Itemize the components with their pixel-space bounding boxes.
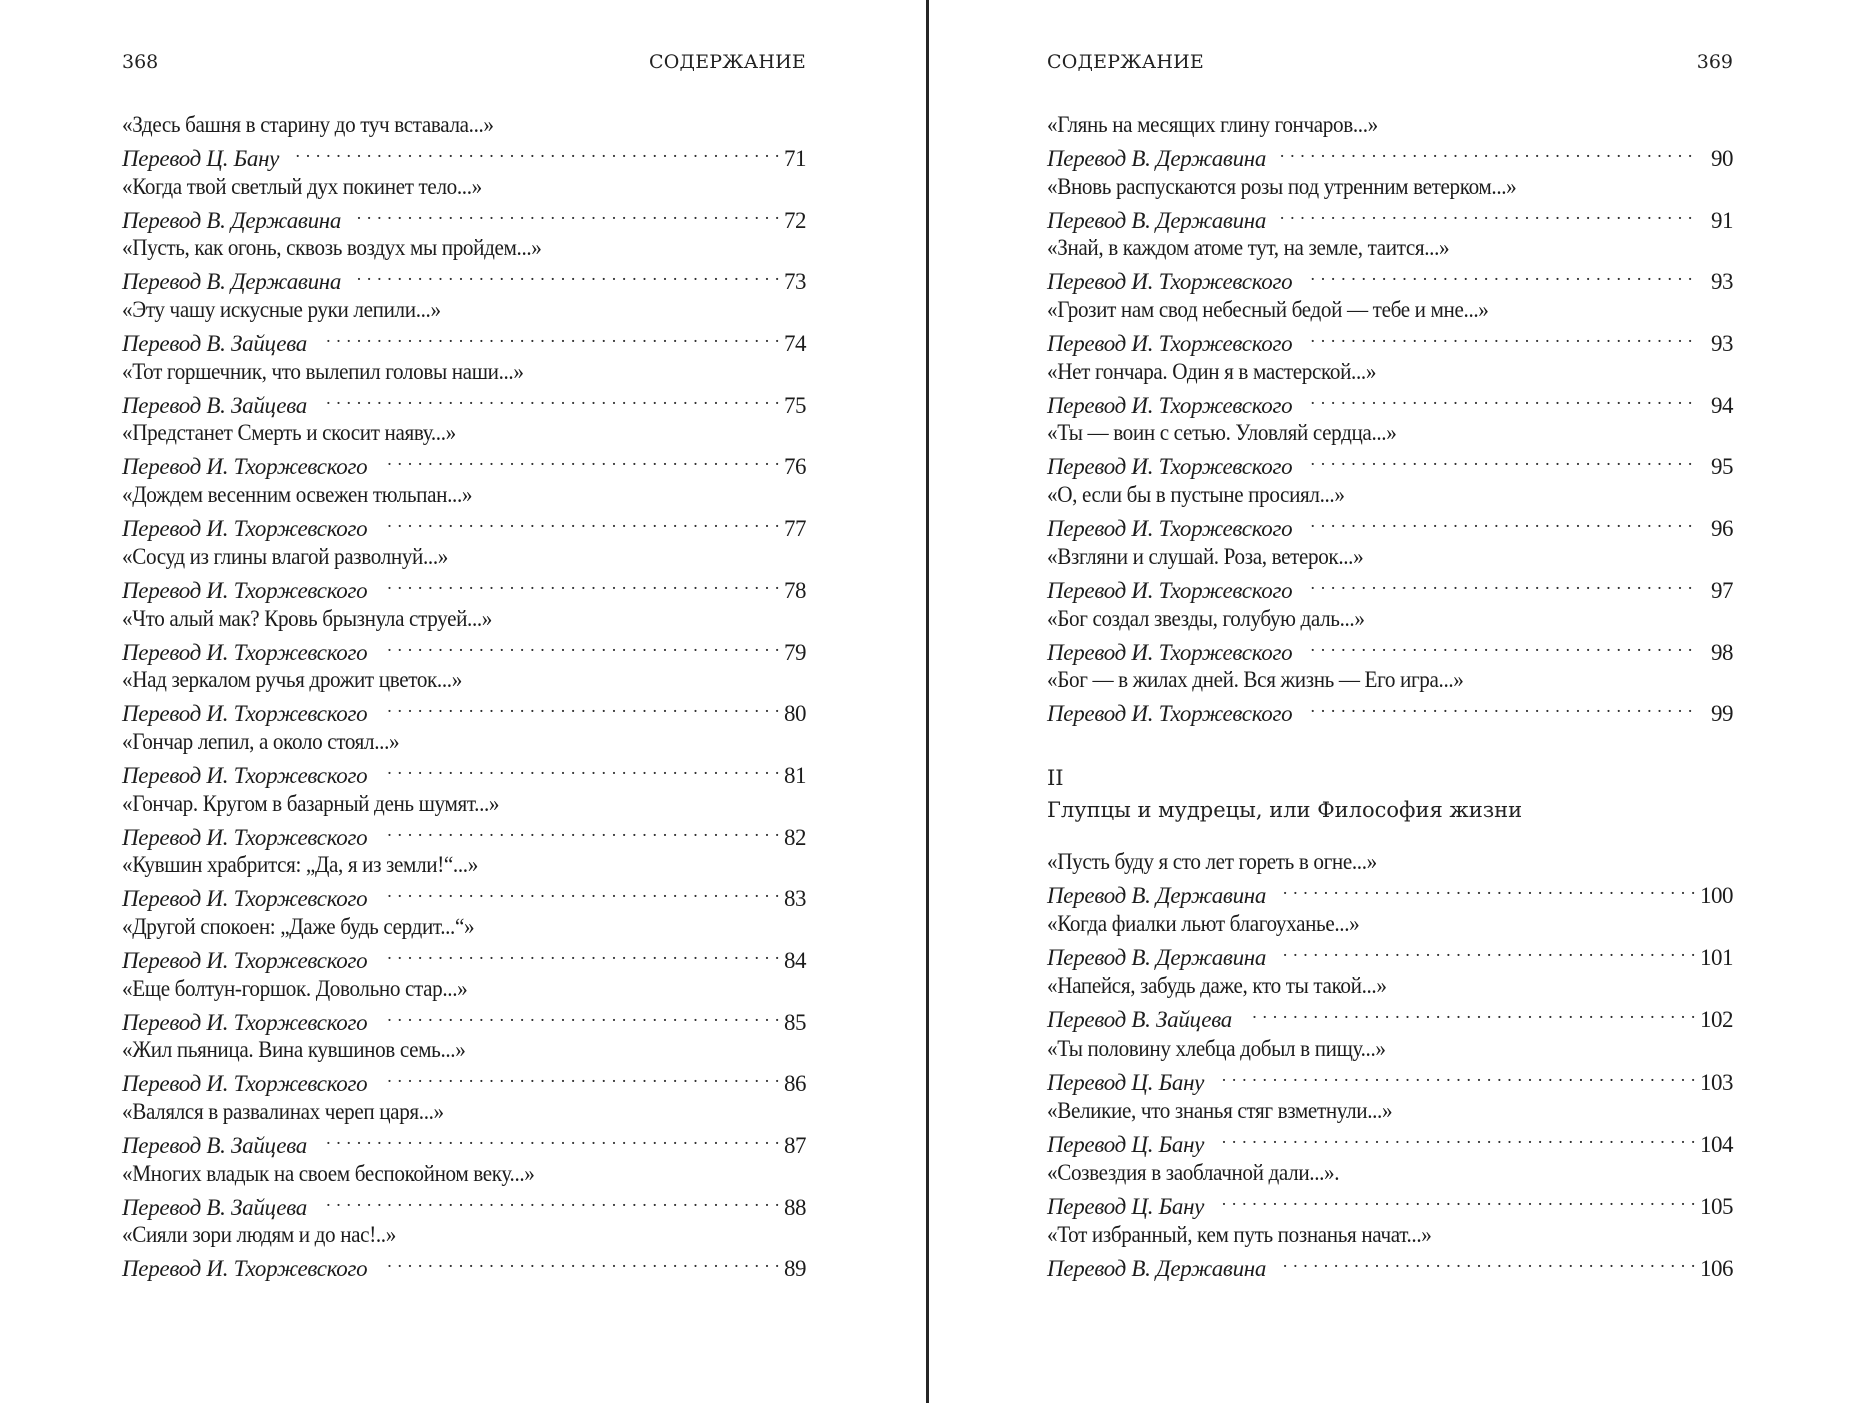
section-number: II <box>1047 766 1064 790</box>
page-reference: 79 <box>784 639 806 665</box>
poem-title: «Напейся, забудь даже, кто ты такой...» <box>1047 973 1387 999</box>
poem-title: «Что алый мак? Кровь брызнула струей...» <box>122 605 493 631</box>
translator: Перевод И. Тхоржевского <box>122 577 381 605</box>
toc-list <box>1047 848 1733 1283</box>
page-reference: 86 <box>784 1071 806 1097</box>
entry-detail-line <box>122 200 806 233</box>
dot-leader <box>1218 1062 1696 1090</box>
translator: Перевод В. Зайцева <box>122 1194 321 1222</box>
poem-title: «Знай, в каждом атоме тут, на земле, таится...» <box>1047 235 1450 261</box>
page-reference: 85 <box>784 1009 806 1035</box>
toc-entry[interactable] <box>122 975 806 1037</box>
dot-leader <box>381 693 780 721</box>
entry-detail-line <box>122 508 806 542</box>
translator: Перевод В. Зайцева <box>122 1132 321 1160</box>
toc-entry[interactable] <box>122 419 806 481</box>
poem-title: «Жил пьяница. Вина кувшинов семь...» <box>122 1037 466 1063</box>
toc-entry[interactable] <box>122 1160 806 1222</box>
toc-entry[interactable] <box>1047 358 1733 420</box>
running-title: СОДЕРЖАНИЕ <box>649 51 806 73</box>
page-reference: 93 <box>1711 331 1733 357</box>
poem-title: «Нет гончара. Один я в мастерской...» <box>1047 358 1377 384</box>
translator: Перевод В. Державина <box>1047 944 1280 972</box>
translator: Перевод В. Зайцева <box>122 392 321 420</box>
entry-detail-line <box>1047 1248 1733 1282</box>
dot-leader <box>293 138 780 166</box>
translator: Перевод И. Тхоржевского <box>122 762 381 790</box>
toc-entry[interactable] <box>122 543 806 605</box>
translator: Перевод И. Тхоржевского <box>1047 330 1306 358</box>
translator: Перевод В. Державина <box>1047 207 1280 235</box>
toc-entry[interactable] <box>122 111 806 173</box>
poem-title: «Вновь распускаются розы под утренним ветерком...» <box>1047 173 1517 199</box>
page-number: 369 <box>1696 51 1733 73</box>
page-reference: 93 <box>1711 269 1733 295</box>
toc-entry[interactable] <box>1047 605 1733 667</box>
right-page <box>1047 0 1733 1403</box>
dot-leader <box>381 570 780 598</box>
translator: Перевод Ц. Бану <box>122 145 293 173</box>
entry-detail-line <box>122 138 806 171</box>
entry-detail-line <box>122 878 806 912</box>
poem-title: «Другой спокоен: „Даже будь сердит...“» <box>122 913 475 939</box>
page-reference: 88 <box>784 1194 806 1220</box>
dot-leader <box>321 1187 780 1215</box>
toc-entry[interactable] <box>122 1036 806 1098</box>
dot-leader <box>1306 261 1693 289</box>
dot-leader <box>321 385 780 413</box>
dot-leader <box>1280 937 1696 965</box>
dot-leader <box>1306 508 1693 536</box>
toc-entry[interactable] <box>122 173 806 235</box>
translator: Перевод И. Тхоржевского <box>1047 392 1306 420</box>
dot-leader <box>381 755 780 783</box>
translator: Перевод И. Тхоржевского <box>1047 515 1306 543</box>
page-reference: 104 <box>1700 1131 1733 1157</box>
page-reference: 98 <box>1711 639 1733 665</box>
page-reference: 73 <box>784 269 806 295</box>
left-page <box>122 0 806 1403</box>
page-reference: 105 <box>1700 1193 1733 1219</box>
dot-leader <box>1218 1186 1696 1214</box>
entry-detail-line <box>1047 1062 1733 1095</box>
page-reference: 77 <box>784 516 806 542</box>
poem-title: «Когда твой светлый дух покинет тело...» <box>122 173 482 199</box>
poem-title: «Многих владык на своем беспокойном веку...» <box>122 1160 535 1186</box>
poem-title: «Великие, что знанья стяг взметнули...» <box>1047 1097 1393 1123</box>
translator: Перевод И. Тхоржевского <box>122 824 381 852</box>
entry-detail-line <box>1047 632 1733 665</box>
page-reference: 81 <box>784 762 806 788</box>
toc-entry[interactable] <box>1047 419 1733 481</box>
translator: Перевод В. Державина <box>1047 1255 1280 1283</box>
page-reference: 76 <box>784 454 806 480</box>
dot-leader <box>1280 1248 1696 1276</box>
poem-title: «Ты — воин с сетью. Уловляй сердца...» <box>1047 420 1397 446</box>
entry-detail-line <box>122 1063 806 1097</box>
translator: Перевод Ц. Бану <box>1047 1193 1218 1221</box>
translator: Перевод И. Тхоржевского <box>122 1255 381 1283</box>
section-title: Глупцы и мудрецы, или Философия жизни <box>1047 798 1523 822</box>
translator: Перевод Ц. Бану <box>1047 1069 1218 1097</box>
page-reference: 101 <box>1700 945 1733 971</box>
toc-entry[interactable] <box>122 296 806 358</box>
page-reference: 96 <box>1711 516 1733 542</box>
dot-leader <box>381 446 780 474</box>
poem-title: «Бог — в жилах дней. Вся жизнь — Его игра...» <box>1047 667 1464 693</box>
translator: Перевод И. Тхоржевского <box>122 639 381 667</box>
entry-detail-line <box>122 693 806 727</box>
toc-entry[interactable] <box>1047 296 1733 358</box>
entry-detail-line <box>122 817 806 850</box>
book-spine-divider <box>926 0 929 1403</box>
toc-entry[interactable] <box>122 1221 806 1283</box>
dot-leader <box>1306 446 1693 474</box>
page-number: 368 <box>122 51 159 73</box>
page-reference: 106 <box>1700 1256 1733 1282</box>
entry-detail-line <box>122 570 806 603</box>
page-reference: 94 <box>1711 392 1733 418</box>
page-reference: 71 <box>784 146 806 171</box>
entry-detail-line <box>122 1125 806 1158</box>
poem-title: «Тот горшечник, что вылепил головы наши...» <box>122 358 524 384</box>
entry-detail-line <box>122 261 806 295</box>
entry-detail-line <box>1047 200 1733 233</box>
toc-entry[interactable] <box>122 481 806 543</box>
toc-entry[interactable] <box>1047 848 1733 910</box>
page-reference: 83 <box>784 886 806 912</box>
translator: Перевод Ц. Бану <box>1047 1131 1218 1159</box>
toc-entry[interactable] <box>1047 910 1733 972</box>
translator: Перевод И. Тхоржевского <box>122 885 381 913</box>
entry-detail-line <box>1047 323 1733 357</box>
translator: Перевод И. Тхоржевского <box>122 453 381 481</box>
toc-entry[interactable] <box>122 851 806 913</box>
entry-detail-line <box>1047 508 1733 542</box>
entry-detail-line <box>1047 446 1733 480</box>
dot-leader <box>1306 570 1693 598</box>
poem-title: «Кувшин храбрится: „Да, я из земли!“...» <box>122 852 478 878</box>
dot-leader <box>355 261 780 289</box>
translator: Перевод И. Тхоржевского <box>1047 268 1306 296</box>
poem-title: «Когда фиалки льют благоуханье...» <box>1047 911 1360 937</box>
poem-title: «Валялся в развалинах череп царя...» <box>122 1099 444 1124</box>
poem-title: «Бог создал звезды, голубую даль...» <box>1047 605 1365 631</box>
translator: Перевод И. Тхоржевского <box>122 1070 381 1098</box>
poem-title: «Пусть буду я сто лет гореть в огне...» <box>1047 849 1377 874</box>
dot-leader <box>1306 385 1693 413</box>
toc-entry[interactable] <box>1047 234 1733 296</box>
dot-leader <box>1280 138 1693 166</box>
dot-leader <box>1218 1124 1696 1152</box>
toc-list <box>1047 111 1733 728</box>
poem-title: «Гончар лепил, а около стоял...» <box>122 728 400 754</box>
entry-detail-line <box>122 632 806 665</box>
poem-title: «Гончар. Кругом в базарный день шумят...» <box>122 790 500 816</box>
page-reference: 89 <box>784 1256 806 1282</box>
entry-detail-line <box>122 940 806 973</box>
poem-title: «Пусть, как огонь, сквозь воздух мы пройдем...» <box>122 235 542 261</box>
poem-title: «Предстанет Смерть и скосит наяву...» <box>122 420 456 446</box>
toc-entry[interactable] <box>122 358 806 420</box>
dot-leader <box>381 508 780 536</box>
toc-entry[interactable] <box>1047 1159 1733 1221</box>
toc-entry[interactable] <box>1047 1221 1733 1283</box>
page-reference: 100 <box>1700 883 1733 908</box>
poem-title: «Грозит нам свод небесный бедой — тебе и мне...» <box>1047 297 1489 323</box>
dot-leader <box>1306 323 1693 351</box>
poem-title: «Ты половину хлебца добыл в пищу...» <box>1047 1035 1386 1061</box>
translator: Перевод В. Державина <box>122 207 355 235</box>
poem-title: «Еще болтун-горшок. Довольно стар...» <box>122 975 468 1001</box>
dot-leader <box>381 1002 780 1030</box>
dot-leader <box>381 1063 780 1091</box>
entry-detail-line <box>1047 875 1733 908</box>
poem-title: «Глянь на месящих глину гончаров...» <box>1047 112 1378 137</box>
toc-entry[interactable] <box>1047 111 1733 173</box>
translator: Перевод И. Тхоржевского <box>1047 577 1306 605</box>
page-reference: 102 <box>1700 1007 1733 1033</box>
page-reference: 72 <box>784 207 806 233</box>
page-reference: 87 <box>784 1133 806 1158</box>
toc-entry[interactable] <box>1047 1097 1733 1159</box>
page-reference: 95 <box>1711 454 1733 480</box>
toc-entry[interactable] <box>1047 543 1733 605</box>
translator: Перевод И. Тхоржевского <box>1047 700 1306 728</box>
translator: Перевод В. Державина <box>1047 882 1280 910</box>
dot-leader <box>381 1248 780 1276</box>
entry-detail-line <box>122 1187 806 1220</box>
entry-detail-line <box>1047 1124 1733 1157</box>
translator: Перевод В. Державина <box>1047 145 1280 173</box>
dot-leader <box>355 200 780 228</box>
dot-leader <box>1280 875 1696 903</box>
entry-detail-line <box>1047 385 1733 418</box>
running-head <box>1047 48 1733 76</box>
dot-leader <box>1306 632 1693 660</box>
entry-detail-line <box>1047 570 1733 603</box>
entry-detail-line <box>122 755 806 788</box>
page-reference: 99 <box>1711 701 1733 727</box>
poem-title: «Созвездия в заоблачной дали...». <box>1047 1159 1340 1185</box>
entry-detail-line <box>122 1002 806 1035</box>
poem-title: «Взгляни и слушай. Роза, ветерок...» <box>1047 543 1364 569</box>
toc-entry[interactable] <box>122 1098 806 1160</box>
entry-detail-line <box>1047 261 1733 295</box>
translator: Перевод И. Тхоржевского <box>122 515 381 543</box>
poem-title: «Сияли зори людям и до нас!..» <box>122 1222 396 1248</box>
dot-leader <box>321 323 780 351</box>
page-reference: 74 <box>784 331 806 357</box>
translator: Перевод В. Зайцева <box>1047 1006 1246 1034</box>
poem-title: «Дождем весенним освежен тюльпан...» <box>122 482 473 508</box>
page-reference: 80 <box>784 701 806 727</box>
dot-leader <box>381 878 780 906</box>
page-reference: 82 <box>784 824 806 850</box>
translator: Перевод И. Тхоржевского <box>1047 639 1306 667</box>
dot-leader <box>381 817 780 845</box>
page-reference: 103 <box>1700 1069 1733 1095</box>
toc-entry[interactable] <box>1047 173 1733 235</box>
entry-detail-line <box>1047 1186 1733 1219</box>
dot-leader <box>381 632 780 660</box>
translator: Перевод И. Тхоржевского <box>1047 453 1306 481</box>
poem-title: «Тот избранный, кем путь познанья начат...» <box>1047 1222 1432 1248</box>
poem-title: «Эту чашу искусные руки лепили...» <box>122 297 441 323</box>
translator: Перевод И. Тхоржевского <box>122 700 381 728</box>
page-reference: 78 <box>784 577 806 603</box>
translator: Перевод В. Зайцева <box>122 330 321 358</box>
running-title: СОДЕРЖАНИЕ <box>1047 51 1204 73</box>
poem-title: «Здесь башня в старину до туч вставала...» <box>122 112 494 137</box>
toc-entry[interactable] <box>122 728 806 790</box>
toc-list <box>122 111 806 1283</box>
dot-leader <box>1306 693 1693 721</box>
dot-leader <box>1246 999 1696 1027</box>
translator: Перевод В. Державина <box>122 268 355 296</box>
entry-detail-line <box>1047 999 1733 1033</box>
translator: Перевод И. Тхоржевского <box>122 1009 381 1037</box>
translator: Перевод И. Тхоржевского <box>122 947 381 975</box>
toc-entry[interactable] <box>122 913 806 975</box>
entry-detail-line <box>122 385 806 418</box>
toc-entry[interactable] <box>122 234 806 296</box>
toc-entry[interactable] <box>1047 666 1733 728</box>
page-reference: 90 <box>1711 146 1733 171</box>
entry-detail-line <box>1047 937 1733 971</box>
entry-detail-line <box>122 446 806 480</box>
entry-detail-line <box>122 1248 806 1282</box>
running-head <box>122 48 806 76</box>
toc-entry[interactable] <box>1047 481 1733 543</box>
toc-entry[interactable] <box>122 605 806 667</box>
entry-detail-line <box>1047 138 1733 171</box>
dot-leader <box>321 1125 780 1153</box>
page-reference: 84 <box>784 947 806 973</box>
entry-detail-line <box>122 323 806 357</box>
poem-title: «О, если бы в пустыне просиял...» <box>1047 482 1345 508</box>
toc-entry[interactable] <box>1047 1035 1733 1097</box>
toc-entry[interactable] <box>122 790 806 852</box>
page-reference: 75 <box>784 392 806 418</box>
toc-entry[interactable] <box>122 666 806 728</box>
dot-leader <box>381 940 780 968</box>
entry-detail-line <box>1047 693 1733 727</box>
toc-entry[interactable] <box>1047 972 1733 1034</box>
page-reference: 91 <box>1711 207 1733 233</box>
dot-leader <box>1280 200 1693 228</box>
poem-title: «Над зеркалом ручья дрожит цветок...» <box>122 667 462 693</box>
page-reference: 97 <box>1711 577 1733 603</box>
poem-title: «Сосуд из глины влагой разволнуй...» <box>122 543 448 569</box>
